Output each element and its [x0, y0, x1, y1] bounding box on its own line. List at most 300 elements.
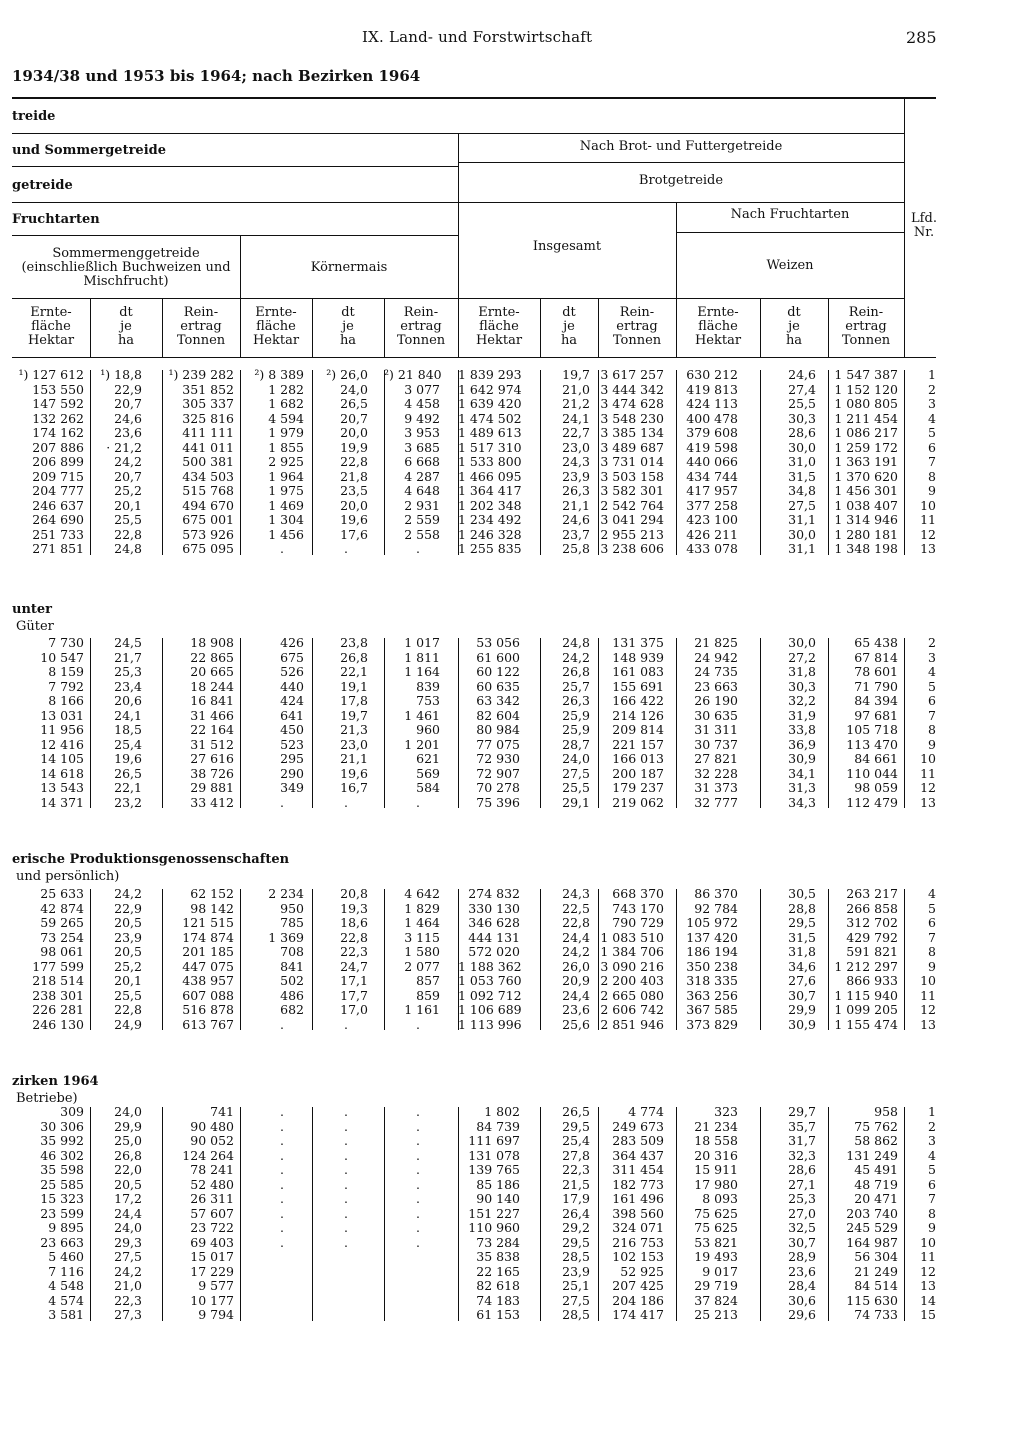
table-cell: 318 335: [686, 973, 738, 988]
table-cell: 206 899: [32, 454, 84, 469]
data-column: [676, 1105, 738, 1323]
table-cell: 35 838: [476, 1249, 520, 1264]
table-cell: 28,6: [788, 1162, 816, 1177]
table-cell: 1 113 996: [458, 1016, 522, 1032]
table-cell: 2 606 742: [600, 1002, 664, 1017]
table-cell: 24,4: [114, 1205, 142, 1221]
table-cell: 515 768: [182, 483, 234, 498]
subheader-sub-dtha: dt je ha: [339, 305, 357, 348]
header-label: und Sommergetreide: [12, 143, 166, 158]
table-cell: 97 681: [854, 707, 898, 723]
table-cell: 3 582 301: [600, 483, 664, 498]
table-cell: 29,9: [114, 1118, 142, 1134]
row-number: 12: [920, 1263, 936, 1279]
table-cell: 22,1: [340, 664, 368, 679]
row-number: 4: [928, 886, 936, 901]
table-cell: 4 774: [628, 1104, 664, 1119]
table-cell: ²) 26,0: [326, 367, 368, 382]
table-cell: 25,3: [788, 1191, 816, 1206]
table-cell: 23,6: [114, 425, 142, 440]
subheader-sub-dtha: dt je ha: [560, 305, 578, 348]
header-top-rule: [12, 97, 936, 99]
running-head: IX. Land- und Forstwirtschaft: [362, 28, 593, 46]
table-cell: .: [280, 1104, 284, 1119]
table-cell: 447 075: [182, 958, 234, 974]
table-cell: 26,5: [114, 765, 142, 781]
data-column: [760, 368, 816, 557]
table-cell: 753: [416, 693, 440, 708]
table-cell: .: [344, 1162, 348, 1177]
table-cell: 274 832: [468, 886, 520, 901]
table-cell: 1 099 205: [834, 1002, 898, 1017]
table-cell: 4 458: [404, 396, 440, 411]
table-cell: 20,5: [114, 1176, 142, 1192]
table-cell: 19,7: [562, 367, 590, 382]
row-number: 13: [920, 541, 936, 556]
data-column: [828, 636, 898, 810]
table-cell: 3 474 628: [600, 396, 664, 411]
row-number: 15: [920, 1307, 936, 1322]
table-cell: 20,0: [340, 497, 368, 513]
table-cell: 25,6: [562, 1016, 590, 1032]
table-cell: 1 314 946: [834, 512, 898, 527]
table-cell: 24 942: [694, 649, 738, 665]
table-cell: 1 246 328: [458, 526, 522, 542]
table-cell: 1 363 191: [834, 454, 898, 469]
table-cell: 2 955 213: [600, 526, 664, 542]
data-column: [458, 887, 520, 1032]
row-number: 6: [928, 439, 936, 455]
data-column: [312, 636, 368, 810]
table-cell: 24,2: [114, 1263, 142, 1279]
table-cell: 24,5: [114, 635, 142, 650]
table-cell: · 21,2: [106, 439, 142, 455]
table-cell: 264 690: [32, 512, 84, 527]
table-cell: 17,0: [340, 1002, 368, 1017]
table-cell: .: [280, 1133, 284, 1148]
table-cell: 2 559: [404, 512, 440, 527]
table-cell: 174 417: [612, 1307, 664, 1322]
subheader-sub-flaeche: Ernte- fläche Hektar: [252, 305, 300, 348]
table-cell: 24,3: [562, 886, 590, 901]
table-cell: 27,0: [788, 1205, 816, 1221]
table-cell: 3 581: [48, 1307, 84, 1322]
table-cell: 25,9: [562, 722, 590, 737]
table-cell: 56 304: [854, 1249, 898, 1264]
table-cell: .: [416, 1176, 420, 1192]
table-cell: 8 159: [48, 664, 84, 679]
table-cell: 450: [280, 722, 304, 737]
data-column: [540, 636, 590, 810]
row-number: 6: [928, 1176, 936, 1192]
table-cell: .: [344, 1104, 348, 1119]
table-cell: 20,5: [114, 944, 142, 959]
table-cell: 1 456 301: [834, 483, 898, 498]
table-cell: 30 306: [40, 1118, 84, 1134]
table-cell: 1 304: [268, 512, 304, 527]
table-cell: .: [416, 1147, 420, 1163]
table-cell: [240, 1294, 304, 1309]
table-cell: 26,3: [562, 483, 590, 498]
table-cell: 74 733: [854, 1307, 898, 1322]
table-cell: 238 301: [32, 987, 84, 1003]
table-cell: 30,9: [788, 1016, 816, 1032]
table-cell: 70 278: [476, 780, 520, 795]
table-cell: 2 542 764: [600, 497, 664, 513]
table-cell: 25,5: [788, 396, 816, 411]
table-cell: 958: [874, 1104, 898, 1119]
table-cell: 24,3: [562, 454, 590, 469]
table-cell: 36,9: [788, 736, 816, 752]
table-cell: 148 939: [612, 649, 664, 665]
table-cell: 52 480: [190, 1176, 234, 1192]
table-cell: 26 311: [190, 1191, 234, 1206]
row-number: 8: [928, 722, 936, 737]
table-cell: 22,3: [340, 944, 368, 959]
table-cell: 131 249: [846, 1147, 898, 1163]
table-cell: .: [280, 1234, 284, 1250]
table-cell: 20,6: [114, 693, 142, 708]
table-cell: 1 839 293: [458, 367, 522, 382]
table-cell: 23,9: [114, 929, 142, 945]
table-cell: 67 814: [854, 649, 898, 665]
table-cell: 166 422: [612, 693, 664, 708]
row-number: 1: [928, 1104, 936, 1119]
table-cell: 200 187: [612, 765, 664, 781]
table-cell: 23,8: [340, 635, 368, 650]
table-cell: 25,3: [114, 664, 142, 679]
table-cell: 1 161: [404, 1002, 440, 1017]
subheader-sub-flaeche: Ernte- fläche Hektar: [27, 305, 75, 348]
table-cell: 84 661: [854, 751, 898, 766]
table-cell: 90 052: [190, 1133, 234, 1148]
page-title: 1934/38 und 1953 bis 1964; nach Bezirken 1964: [12, 67, 421, 85]
table-cell: 78 601: [854, 664, 898, 679]
table-cell: 20,5: [114, 915, 142, 930]
table-cell: 438 957: [182, 973, 234, 988]
table-cell: 349: [280, 780, 304, 795]
table-cell: 31,0: [788, 454, 816, 469]
subheader-sub-dtha: dt je ha: [117, 305, 135, 348]
table-cell: 33 412: [190, 794, 234, 810]
table-cell: 283 509: [612, 1133, 664, 1148]
table-cell: 350 238: [686, 958, 738, 974]
table-cell: 434 503: [182, 468, 234, 484]
table-cell: 31,1: [788, 541, 816, 556]
table-cell: 29,6: [788, 1307, 816, 1322]
table-cell: [312, 1294, 368, 1309]
data-column: [90, 636, 142, 810]
table-cell: 90 140: [476, 1191, 520, 1206]
row-number: 11: [920, 765, 936, 781]
table-cell: 21,2: [562, 396, 590, 411]
row-number: 12: [920, 1002, 936, 1017]
table-cell: 32,2: [788, 693, 816, 708]
table-cell: 30,3: [788, 410, 816, 426]
table-cell: 3 041 294: [600, 512, 664, 527]
table-cell: 3 685: [404, 439, 440, 455]
table-cell: 84 394: [854, 693, 898, 708]
table-cell: 60 122: [476, 664, 520, 679]
table-cell: 866 933: [846, 973, 898, 988]
table-cell: 668 370: [612, 886, 664, 901]
table-cell: 31,3: [788, 780, 816, 795]
table-cell: 29,5: [788, 915, 816, 930]
table-cell: 20 665: [190, 664, 234, 679]
table-cell: 22,0: [114, 1162, 142, 1177]
table-cell: 251 733: [32, 526, 84, 542]
table-cell: 3 731 014: [600, 454, 664, 469]
table-cell: .: [280, 1147, 284, 1163]
table-cell: 23,6: [788, 1263, 816, 1279]
table-cell: 516 878: [182, 1002, 234, 1017]
table-cell: 839: [416, 678, 440, 694]
table-cell: 24,0: [114, 1220, 142, 1235]
table-cell: 1 364 417: [458, 483, 522, 498]
table-cell: 20,1: [114, 497, 142, 513]
table-cell: 21,0: [562, 381, 590, 397]
table-cell: 75 625: [694, 1205, 738, 1221]
table-cell: 7 116: [48, 1263, 84, 1279]
table-cell: 22,5: [562, 900, 590, 916]
table-cell: 1 212 297: [834, 958, 898, 974]
table-cell: 2 851 946: [600, 1016, 664, 1032]
table-cell: 23 599: [40, 1205, 84, 1221]
table-cell: 1 080 805: [834, 396, 898, 411]
data-column: [312, 368, 368, 557]
table-cell: .: [280, 1205, 284, 1221]
table-cell: 37 824: [694, 1292, 738, 1308]
data-column: [162, 1105, 234, 1323]
table-cell: 4 287: [404, 468, 440, 484]
table-cell: 26,3: [562, 693, 590, 708]
data-column: [540, 1105, 590, 1323]
table-cell: 137 420: [686, 929, 738, 945]
table-cell: .: [416, 1104, 420, 1119]
table-cell: ²) 8 389: [254, 367, 304, 382]
table-cell: 1 211 454: [834, 410, 898, 426]
table-cell: 45 491: [854, 1162, 898, 1177]
table-cell: 7 730: [48, 635, 84, 650]
table-cell: 10 547: [40, 649, 84, 665]
table-cell: .: [344, 1205, 348, 1221]
table-cell: 219 062: [612, 794, 664, 810]
header-rule: [12, 235, 458, 236]
table-cell: 591 821: [846, 944, 898, 959]
table-cell: 246 130: [32, 1016, 84, 1032]
table-cell: 102 153: [612, 1249, 664, 1264]
table-cell: 25,2: [114, 958, 142, 974]
table-cell: 24,8: [114, 541, 142, 556]
table-cell: 25,2: [114, 483, 142, 498]
table-cell: 31,7: [788, 1133, 816, 1148]
table-cell: 24,9: [114, 1016, 142, 1032]
table-cell: .: [280, 1162, 284, 1177]
section-subtitle: Güter: [16, 619, 54, 634]
table-cell: 21,1: [562, 497, 590, 513]
table-cell: 28,4: [788, 1278, 816, 1293]
table-cell: 18 908: [190, 635, 234, 650]
table-cell: 153 550: [32, 381, 84, 397]
data-column: [90, 887, 142, 1032]
table-cell: 21,1: [340, 751, 368, 766]
table-cell: 29 719: [694, 1278, 738, 1293]
row-number: 3: [928, 396, 936, 411]
table-cell: 147 592: [32, 396, 84, 411]
table-cell: .: [344, 541, 348, 556]
table-cell: 1 464: [404, 915, 440, 930]
table-cell: 25,7: [562, 678, 590, 694]
table-cell: .: [416, 1162, 420, 1177]
table-cell: 86 370: [694, 886, 738, 901]
table-cell: 34,3: [788, 794, 816, 810]
table-cell: [312, 1308, 368, 1323]
table-cell: 132 262: [32, 410, 84, 426]
table-cell: 400 478: [686, 410, 738, 426]
table-cell: 34,1: [788, 765, 816, 781]
table-cell: 325 816: [182, 410, 234, 426]
table-cell: 23,6: [562, 1002, 590, 1017]
table-cell: 857: [416, 973, 440, 988]
table-cell: 9 895: [48, 1220, 84, 1235]
table-cell: 164 987: [846, 1234, 898, 1250]
row-number: 5: [928, 678, 936, 694]
table-cell: 27,4: [788, 381, 816, 397]
table-cell: 1 533 800: [458, 454, 522, 469]
data-column: [240, 636, 304, 810]
table-cell: 32 777: [694, 794, 738, 810]
data-column: [598, 636, 664, 810]
table-cell: 25,5: [114, 987, 142, 1003]
table-cell: 18,5: [114, 722, 142, 737]
table-cell: 613 767: [182, 1016, 234, 1032]
table-cell: 24,6: [562, 512, 590, 527]
section-title: zirken 1964: [12, 1074, 99, 1089]
table-cell: 161 083: [612, 664, 664, 679]
table-cell: .: [416, 541, 420, 556]
table-cell: [384, 1294, 440, 1309]
table-cell: .: [280, 794, 284, 810]
table-cell: 8 093: [702, 1191, 738, 1206]
table-cell: 1 053 760: [458, 973, 522, 988]
table-cell: 25,0: [114, 1133, 142, 1148]
section-title: erische Produktionsgenossenschaften: [12, 852, 290, 867]
table-cell: 2 558: [404, 526, 440, 542]
data-column: [384, 636, 440, 810]
table-cell: 105 972: [686, 915, 738, 930]
table-cell: 214 126: [612, 707, 664, 723]
table-cell: 9 794: [198, 1307, 234, 1322]
table-cell: 58 862: [854, 1133, 898, 1148]
table-cell: 1 855: [268, 439, 304, 455]
table-cell: 27,1: [788, 1176, 816, 1192]
table-cell: 22,3: [562, 1162, 590, 1177]
table-cell: 5 460: [48, 1249, 84, 1264]
table-cell: 502: [280, 973, 304, 988]
table-cell: 1 370 620: [834, 468, 898, 484]
table-cell: 424: [280, 693, 304, 708]
table-cell: 24,8: [562, 635, 590, 650]
table-cell: .: [416, 794, 420, 810]
table-cell: 1 642 974: [458, 381, 522, 397]
table-cell: 30 635: [694, 707, 738, 723]
table-cell: 25,1: [562, 1278, 590, 1293]
data-column: [312, 1105, 368, 1323]
table-cell: [312, 1279, 368, 1294]
table-cell: 3 617 257: [600, 367, 664, 382]
header-koernermais: Körnermais: [310, 260, 388, 275]
table-cell: 14 371: [40, 794, 84, 810]
data-column: [240, 368, 304, 557]
table-cell: 26,0: [562, 958, 590, 974]
table-cell: 2 077: [404, 958, 440, 974]
table-cell: 3 548 230: [600, 410, 664, 426]
table-cell: 53 056: [476, 635, 520, 650]
table-cell: 4 648: [404, 483, 440, 498]
subheader-sub-flaeche: Ernte- fläche Hektar: [475, 305, 523, 348]
table-cell: 21 825: [694, 635, 738, 650]
table-cell: 1 547 387: [834, 367, 898, 382]
table-cell: 21,0: [114, 1278, 142, 1293]
table-cell: .: [280, 1118, 284, 1134]
row-number: 8: [928, 944, 936, 959]
table-cell: 1 202 348: [458, 497, 522, 513]
row-number: 10: [920, 497, 936, 513]
table-cell: 23,2: [114, 794, 142, 810]
table-cell: 21,5: [562, 1176, 590, 1192]
table-cell: 379 608: [686, 425, 738, 440]
data-column: [240, 887, 304, 1032]
data-column: [676, 636, 738, 810]
table-cell: 9 017: [702, 1263, 738, 1279]
table-cell: 15 017: [190, 1249, 234, 1264]
table-cell: 34,8: [788, 483, 816, 498]
table-cell: 23 722: [190, 1220, 234, 1235]
row-number: 4: [928, 664, 936, 679]
table-cell: 139 765: [468, 1162, 520, 1177]
page-number: 285: [906, 28, 937, 47]
table-cell: 29,3: [114, 1234, 142, 1250]
table-cell: 950: [280, 900, 304, 916]
table-cell: 330 130: [468, 900, 520, 916]
section-title: unter: [12, 602, 53, 617]
data-column: [676, 368, 738, 557]
table-cell: 569: [416, 765, 440, 781]
row-number: 8: [928, 1205, 936, 1221]
table-cell: 19,3: [340, 900, 368, 916]
table-cell: 31 466: [190, 707, 234, 723]
table-cell: 1 086 217: [834, 425, 898, 440]
header-label: getreide: [12, 178, 73, 193]
table-cell: 429 792: [846, 929, 898, 945]
table-cell: 790 729: [612, 915, 664, 930]
table-cell: 110 960: [468, 1220, 520, 1235]
table-cell: 23,0: [562, 439, 590, 455]
table-cell: 25 585: [40, 1176, 84, 1192]
table-cell: [240, 1308, 304, 1323]
table-cell: 377 258: [686, 497, 738, 513]
lfd-nr-column: [904, 636, 936, 810]
table-cell: 31,8: [788, 944, 816, 959]
table-cell: 92 784: [694, 900, 738, 916]
table-cell: 30,9: [788, 751, 816, 766]
table-cell: 20,7: [114, 468, 142, 484]
table-cell: 161 496: [612, 1191, 664, 1206]
table-cell: 24,4: [562, 929, 590, 945]
table-cell: 573 926: [182, 526, 234, 542]
table-cell: .: [280, 1016, 284, 1032]
table-cell: 110 044: [846, 765, 898, 781]
